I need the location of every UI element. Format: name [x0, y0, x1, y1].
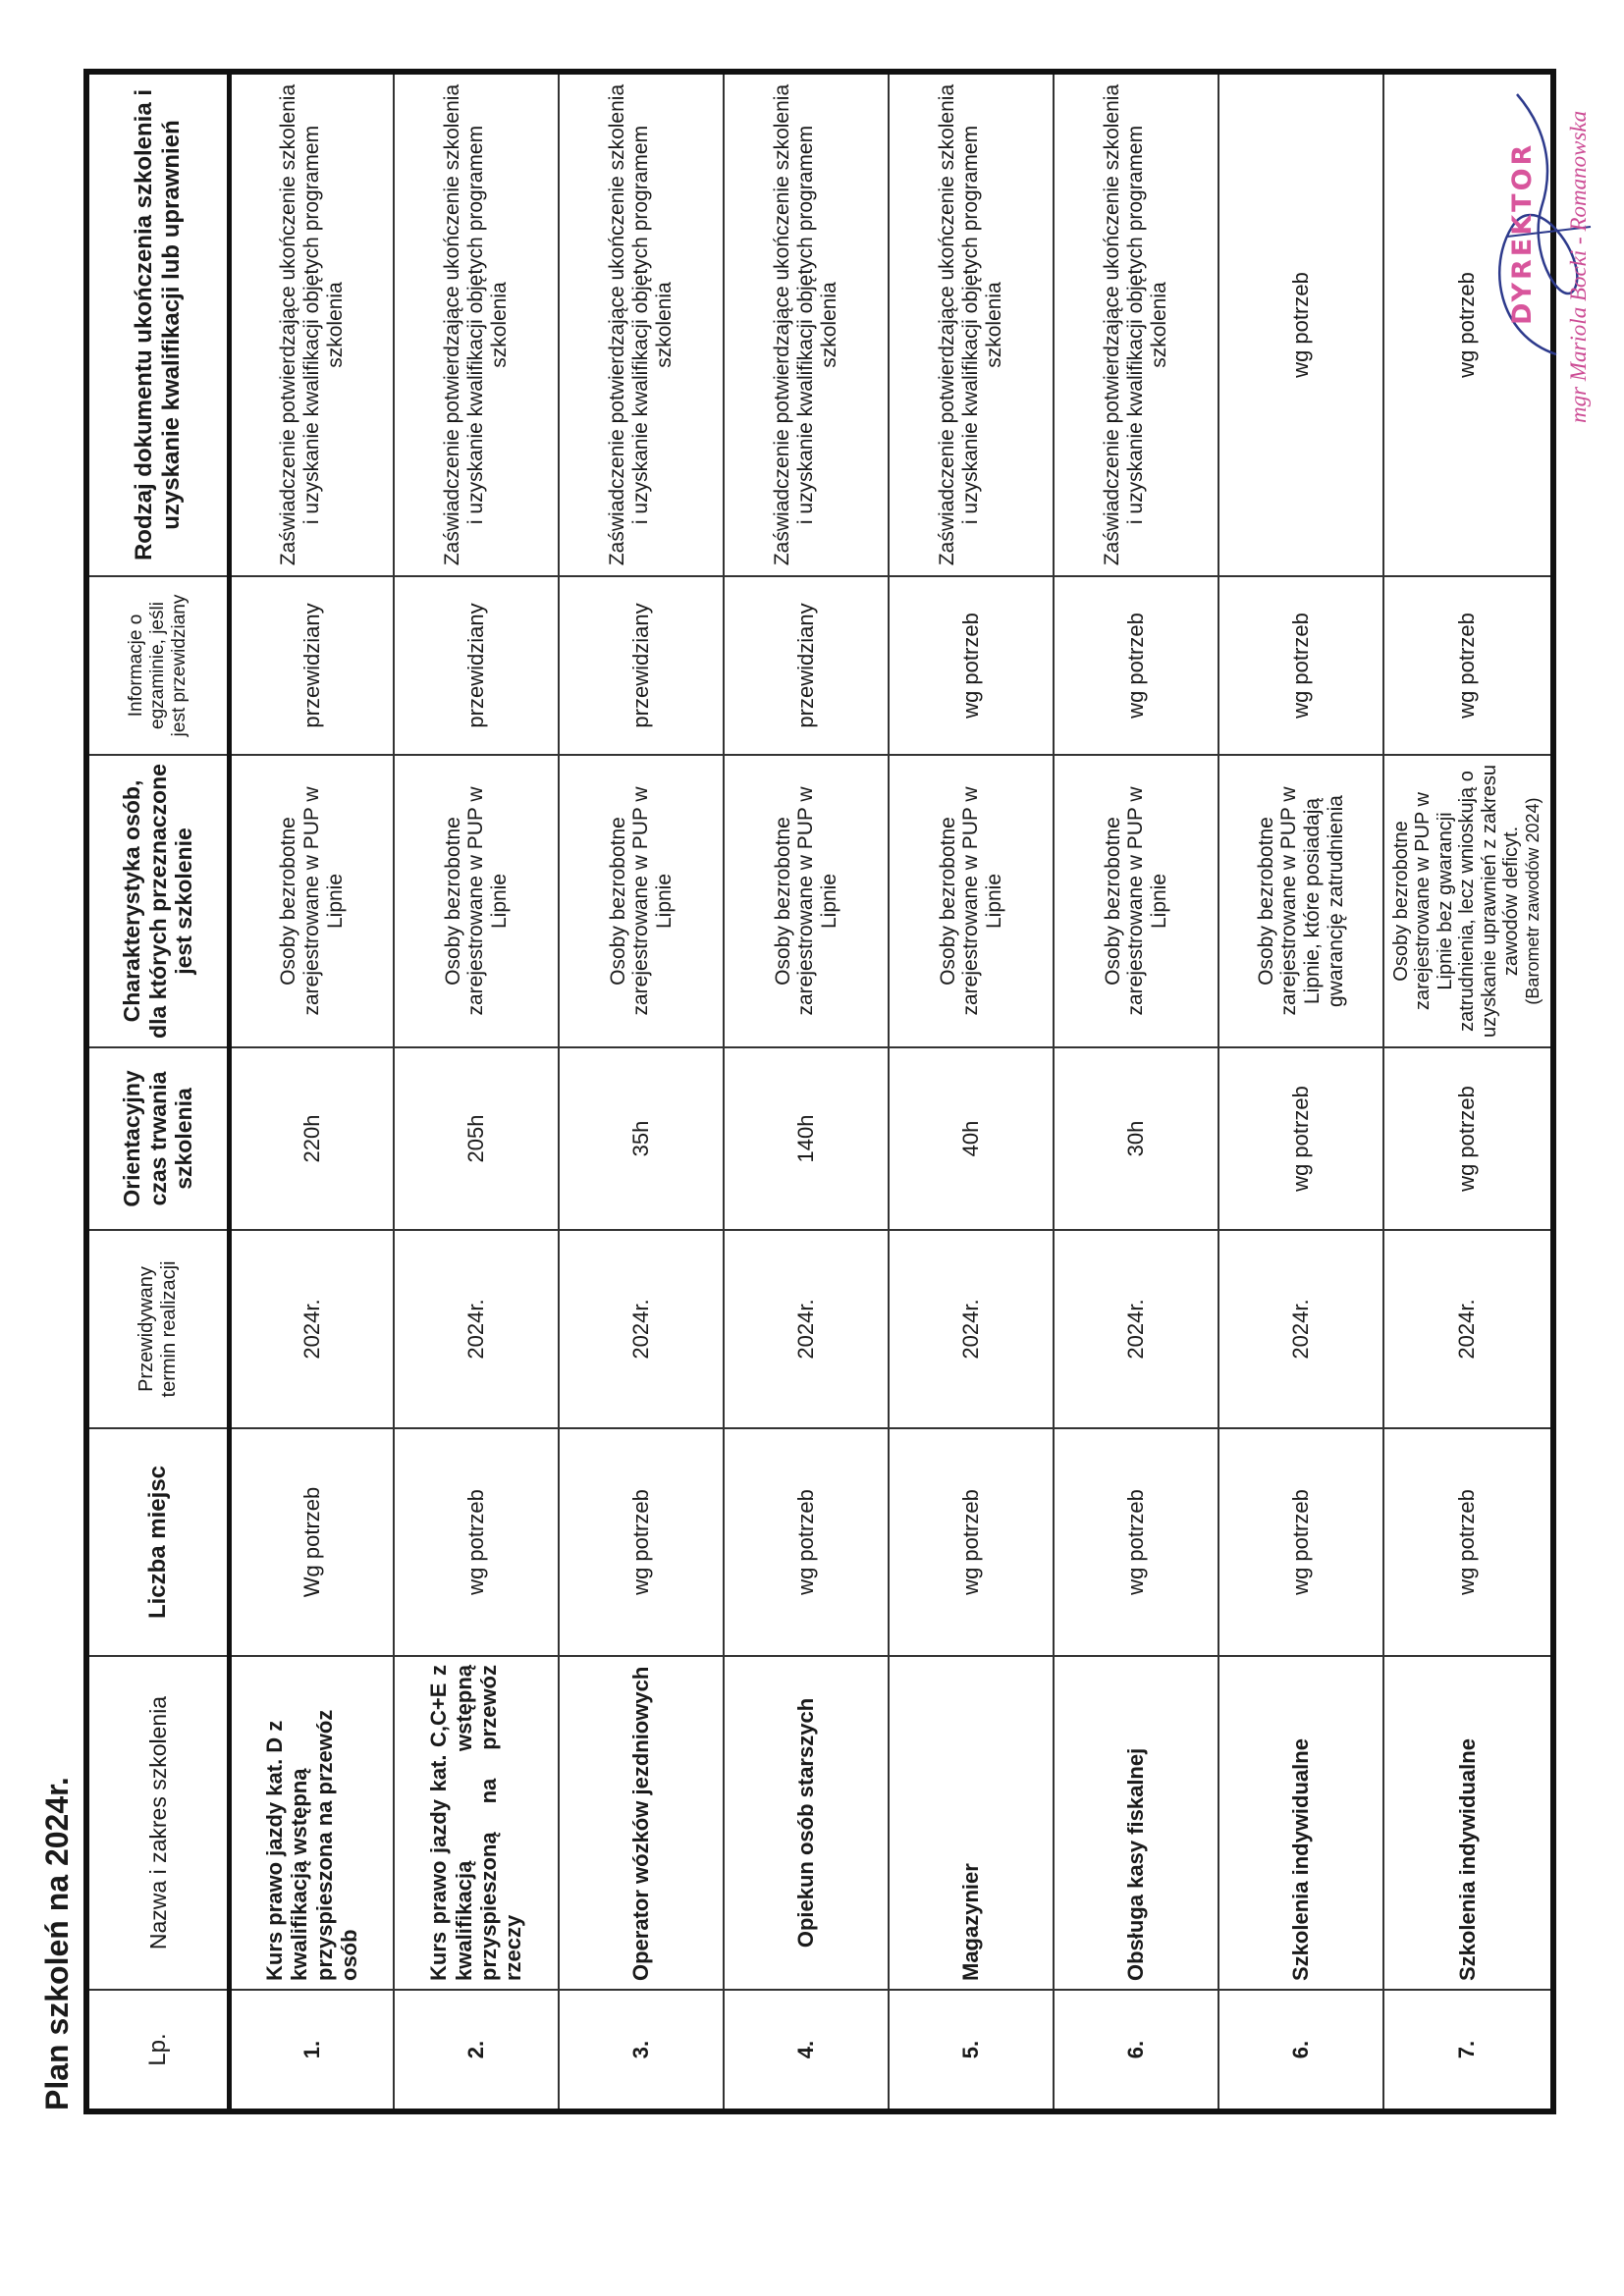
row-document: Zaświadczenie potwierdzające ukończenie szkolenia i uzyskanie kwalifikacji objętych programem szkolenia	[559, 72, 724, 576]
table-row	[559, 72, 724, 2111]
row-characteristics-note: (Barometr zawodów 2024)	[1523, 797, 1543, 1005]
row-lp: 4.	[724, 1990, 889, 2111]
row-lp: 1.	[229, 1990, 394, 2111]
row-characteristics-text: Osoby bezrobotne zarejestrowane w PUP w Lipnie bez gwarancji zatrudnienia, lecz wnioskują o uzyskanie uprawnień z zakresu zawodów deficyt.	[1390, 765, 1522, 1038]
row-document: Zaświadczenie potwierdzające ukończenie szkolenia i uzyskanie kwalifikacji objętych programem szkolenia	[229, 72, 394, 576]
row-term: 2024r.	[724, 1230, 889, 1428]
table-row	[889, 72, 1054, 2111]
table-row	[229, 72, 394, 2111]
row-document: Zaświadczenie potwierdzające ukończenie szkolenia i uzyskanie kwalifikacji objętych programem szkolenia	[889, 72, 1054, 576]
row-exam: wg potrzeb	[1218, 576, 1383, 755]
row-characteristics: Osoby bezrobotne zarejestrowane w PUP w Lipnie	[889, 755, 1054, 1047]
row-exam: przewidziany	[559, 576, 724, 755]
column-header-name: Nazwa i zakres szkolenia	[86, 1656, 229, 1990]
column-header-lp: Lp.	[86, 1990, 229, 2111]
row-characteristics: Osoby bezrobotne zarejestrowane w PUP w Lipnie	[559, 755, 724, 1047]
row-name: Obsługa kasy fiskalnej	[1054, 1656, 1218, 1990]
row-term: 2024r.	[559, 1230, 724, 1428]
column-header-document: Rodzaj dokumentu ukończenia szkolenia i uzyskanie kwalifikacji lub uprawnień	[86, 72, 229, 576]
row-characteristics	[1383, 755, 1553, 1047]
row-exam: przewidziany	[724, 576, 889, 755]
row-duration: 220h	[229, 1047, 394, 1230]
row-exam: przewidziany	[394, 576, 559, 755]
row-characteristics: Osoby bezrobotne zarejestrowane w PUP w Lipnie	[394, 755, 559, 1047]
row-term: 2024r.	[1383, 1230, 1553, 1428]
row-lp: 7.	[1383, 1990, 1553, 2111]
column-header-characteristics: Charakterystyka osób, dla których przeznaczone jest szkolenie	[86, 755, 229, 1047]
row-characteristics: Osoby bezrobotne zarejestrowane w PUP w Lipnie	[1054, 755, 1218, 1047]
row-term: 2024r.	[394, 1230, 559, 1428]
row-characteristics: Osoby bezrobotne zarejestrowane w PUP w Lipnie	[724, 755, 889, 1047]
row-document: Zaświadczenie potwierdzające ukończenie szkolenia i uzyskanie kwalifikacji objętych programem szkolenia	[394, 72, 559, 576]
row-name: Opiekun osób starszych	[724, 1656, 889, 1990]
row-places: wg potrzeb	[1054, 1428, 1218, 1656]
table-row	[394, 72, 559, 2111]
row-places: wg potrzeb	[1383, 1428, 1553, 1656]
page-title: Plan szkoleń na 2024r.	[39, 1777, 75, 2110]
director-stamp	[1507, 1, 1624, 433]
table-row	[1218, 72, 1383, 2111]
row-places: Wg potrzeb	[229, 1428, 394, 1656]
row-exam: wg potrzeb	[1054, 576, 1218, 755]
row-document: Zaświadczenie potwierdzające ukończenie szkolenia i uzyskanie kwalifikacji objętych programem szkolenia	[1054, 72, 1218, 576]
row-term: 2024r.	[889, 1230, 1054, 1428]
row-duration: wg potrzeb	[1383, 1047, 1553, 1230]
row-places: wg potrzeb	[1218, 1428, 1383, 1656]
row-name: Kurs prawo jazdy kat. C,C+E z kwalifikacją wstępną przyspieszoną na przewóz rzeczy	[394, 1656, 559, 1990]
row-duration: wg potrzeb	[1218, 1047, 1383, 1230]
row-name: Operator wózków jezdniowych	[559, 1656, 724, 1990]
row-term: 2024r.	[229, 1230, 394, 1428]
row-lp: 3.	[559, 1990, 724, 2111]
table-row	[1054, 72, 1218, 2111]
training-plan-table	[83, 69, 1556, 2114]
row-document: wg potrzeb	[1218, 72, 1383, 576]
stamp-title: DYREKTOR	[1507, 141, 1538, 325]
row-duration: 40h	[889, 1047, 1054, 1230]
row-duration: 35h	[559, 1047, 724, 1230]
row-places: wg potrzeb	[889, 1428, 1054, 1656]
row-duration: 30h	[1054, 1047, 1218, 1230]
row-name: Magazynier	[889, 1656, 1054, 1990]
row-places: wg potrzeb	[394, 1428, 559, 1656]
row-term: 2024r.	[1054, 1230, 1218, 1428]
row-characteristics: Osoby bezrobotne zarejestrowane w PUP w Lipnie	[229, 755, 394, 1047]
row-places: wg potrzeb	[724, 1428, 889, 1656]
row-document: Zaświadczenie potwierdzające ukończenie szkolenia i uzyskanie kwalifikacji objętych programem szkolenia	[724, 72, 889, 576]
row-places: wg potrzeb	[559, 1428, 724, 1656]
row-document: wg potrzeb	[1383, 72, 1553, 576]
table-row	[724, 72, 889, 2111]
row-lp: 6.	[1054, 1990, 1218, 2111]
row-lp: 2.	[394, 1990, 559, 2111]
row-duration: 140h	[724, 1047, 889, 1230]
row-lp: 6.	[1218, 1990, 1383, 2111]
row-duration: 205h	[394, 1047, 559, 1230]
row-exam: wg potrzeb	[1383, 576, 1553, 755]
row-name: Szkolenia indywidualne	[1383, 1656, 1553, 1990]
column-header-places: Liczba miejsc	[86, 1428, 229, 1656]
row-characteristics: Osoby bezrobotne zarejestrowane w PUP w Lipnie, które posiadają gwarancję zatrudnienia	[1218, 755, 1383, 1047]
row-exam: wg potrzeb	[889, 576, 1054, 755]
row-name: Kurs prawo jazdy kat. D z kwalifikacją wstępną przyspieszona na przewóz osób	[229, 1656, 394, 1990]
column-header-duration: Orientacyjny czas trwania szkolenia	[86, 1047, 229, 1230]
row-name: Szkolenia indywidualne	[1218, 1656, 1383, 1990]
table-header-row	[86, 72, 229, 2111]
row-term: 2024r.	[1218, 1230, 1383, 1428]
row-exam: przewidziany	[229, 576, 394, 755]
column-header-term: Przewidywany termin realizacji	[86, 1230, 229, 1428]
stamp-name: mgr Mariola Bocki - Romanowska	[1566, 110, 1591, 423]
column-header-exam: Informacje o egzaminie, jeśli jest przewidziany	[86, 576, 229, 755]
row-lp: 5.	[889, 1990, 1054, 2111]
